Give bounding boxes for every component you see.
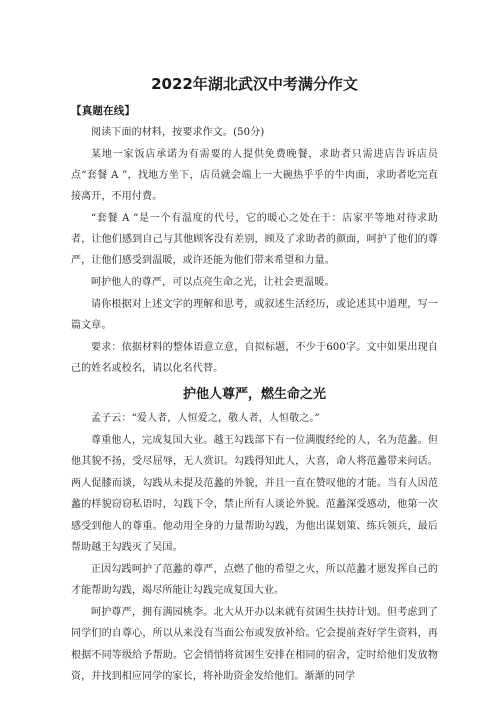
prompt-paragraph: 请你根据对上述文字的理解和思考，或叙述生活经历，或论述其中道理，写一篇文章。 [71,299,438,331]
prompt-paragraph: 某地一家饭店承诺为有需要的人提供免费晚餐，求助者只需进店告诉店员点“套餐 A ”，找地方坐下，店员就会端上一大碗热乎乎的牛肉面，求助者吃完直接离开，不用付费。 [71,149,438,202]
essay-paragraph: 孟子云：“爱人者，人恒爱之，敬人者，人恒敬之。” [91,413,320,424]
essay-paragraph: 正因勾践呵护了范蠡的尊严，点燃了他的希望之火，所以范蠡才愿发挥自己的才能帮助勾践，竭尽所能让勾践完成复国大业。 [71,563,438,596]
essay-paragraph: 呵护尊严，拥有满园桃李。北大从开办以来就有贫困生扶持计划。但考虑到了同学们的自尊心，所以从来没有当面公布或发放补给。它会提前查好学生资料，再根据不同等级给予帮助。它会悄悄将贫困生安排在相同的宿舍，定时给他们发放物资，并找到相应同学的家长，将补助资金发给他们。渐渐的同学 [71,606,438,682]
essay-body [71,408,438,688]
prompt-paragraph: 阅读下面的材料，按要求作文。(50分) [91,127,265,138]
prompt-paragraph: 呵护他人的尊严，可以点亮生命之光，让社会更温暖。 [91,277,335,288]
document-title: 2022年湖北武汉中考满分作文 [151,75,358,93]
essay-paragraph: 尊重他人，完成复国大业。越王勾践部下有一位满腹经纶的人，名为范蠡。但他其貌不扬，受尽屈辱，无人赏识。勾践得知此人，大喜，命人将范蠡带来问话。两人促膝而谈，勾践从未提及范蠡的外貌，并且一直在赞叹他的才能。当有人因范蠡的样貌窃窃私语时，勾践下令，禁止所有人谈论外貌。范蠡深受感动，他第一次感受到他人的尊重。他动用全身的力量帮助勾践，为他出谋划策、练兵领兵，最后帮助越王勾践灭了吴国。 [71,434,438,553]
prompt-paragraph: 要求：依据材料的整体语意立意，自拟标题，不少于600字。文中如果出现自己的姓名或校名，请以化名代替。 [71,342,438,374]
prompt-paragraph: “套餐 A ”是一个有温度的代号，它的暖心之处在于：店家平等地对待求助者，让他们感到自己与其他顾客没有差别，顾及了求助者的颜面，呵护了他们的尊严，让他们感受到温暖，或许还能为他们带来希望和力量。 [71,213,438,266]
prompt-section [71,122,438,379]
essay-title: 护他人尊严，燃生命之光 [182,387,326,402]
section-label: 【真题在线】 [71,105,136,117]
